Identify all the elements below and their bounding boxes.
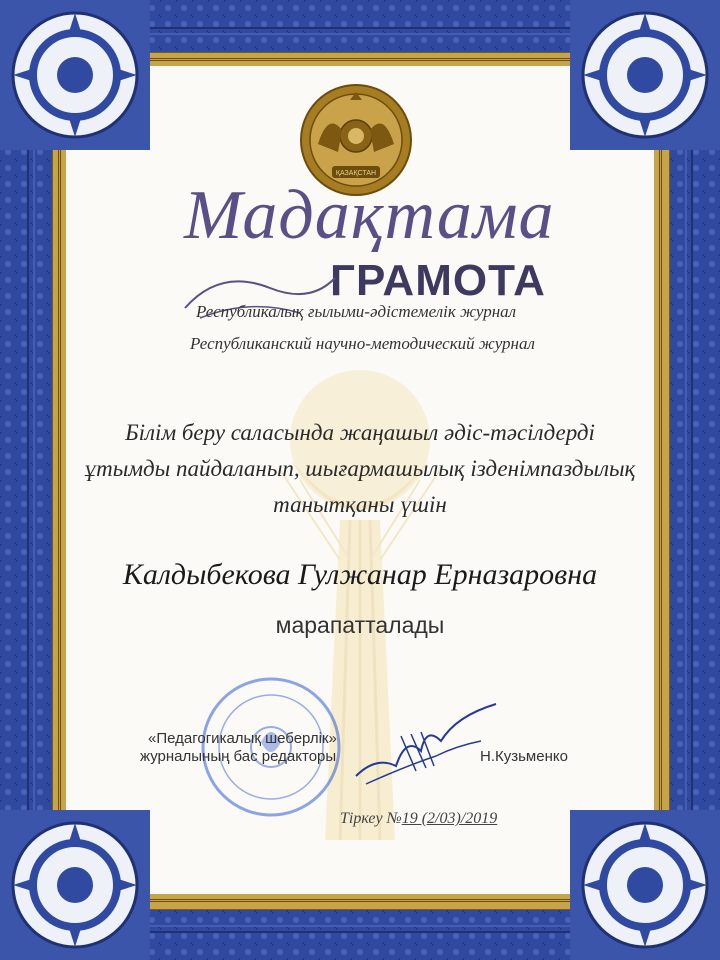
reason-line-2: ұтымды пайдаланып, шығармашылық ізденімпаздылық [84, 456, 636, 481]
recipient-name: Калдыбекова Гулжанар Ерназаровна [122, 558, 598, 591]
corner-ornament-bottom-left [0, 810, 150, 960]
corner-ornament-top-left [0, 0, 150, 150]
registration-number [340, 810, 497, 828]
reason-line-3: танытқаны үшін [273, 492, 447, 517]
awarded-text: марапатталады [275, 612, 445, 638]
corner-ornament-bottom-right [570, 810, 720, 960]
journal-name-kz: Республикалық ғылыми-әдістемелік журнал [196, 302, 517, 321]
registration-value: 19 (2/03)/2019 [401, 810, 498, 827]
journal-name-ru: Республиканский научно-методический журнал [190, 334, 535, 353]
official-stamp [196, 672, 346, 822]
editor-name: Н.Кузьменко [480, 748, 568, 765]
editor-journal-title: «Педагогикалық шеберлік» [148, 730, 337, 747]
registration-prefix: Тіркеу № [340, 810, 402, 827]
corner-ornament-top-right [570, 0, 720, 150]
title-script: Мадақтама [184, 177, 555, 254]
editor-position: журналының бас редакторы [140, 748, 337, 765]
title-caps: ГРАМОТА [330, 256, 546, 305]
emblem-text: ҚАЗАҚСТАН [335, 170, 377, 177]
signature [346, 696, 506, 796]
reason-line-1: Білім беру саласында жаңашыл әдіс-тәсілдерді [125, 420, 595, 445]
